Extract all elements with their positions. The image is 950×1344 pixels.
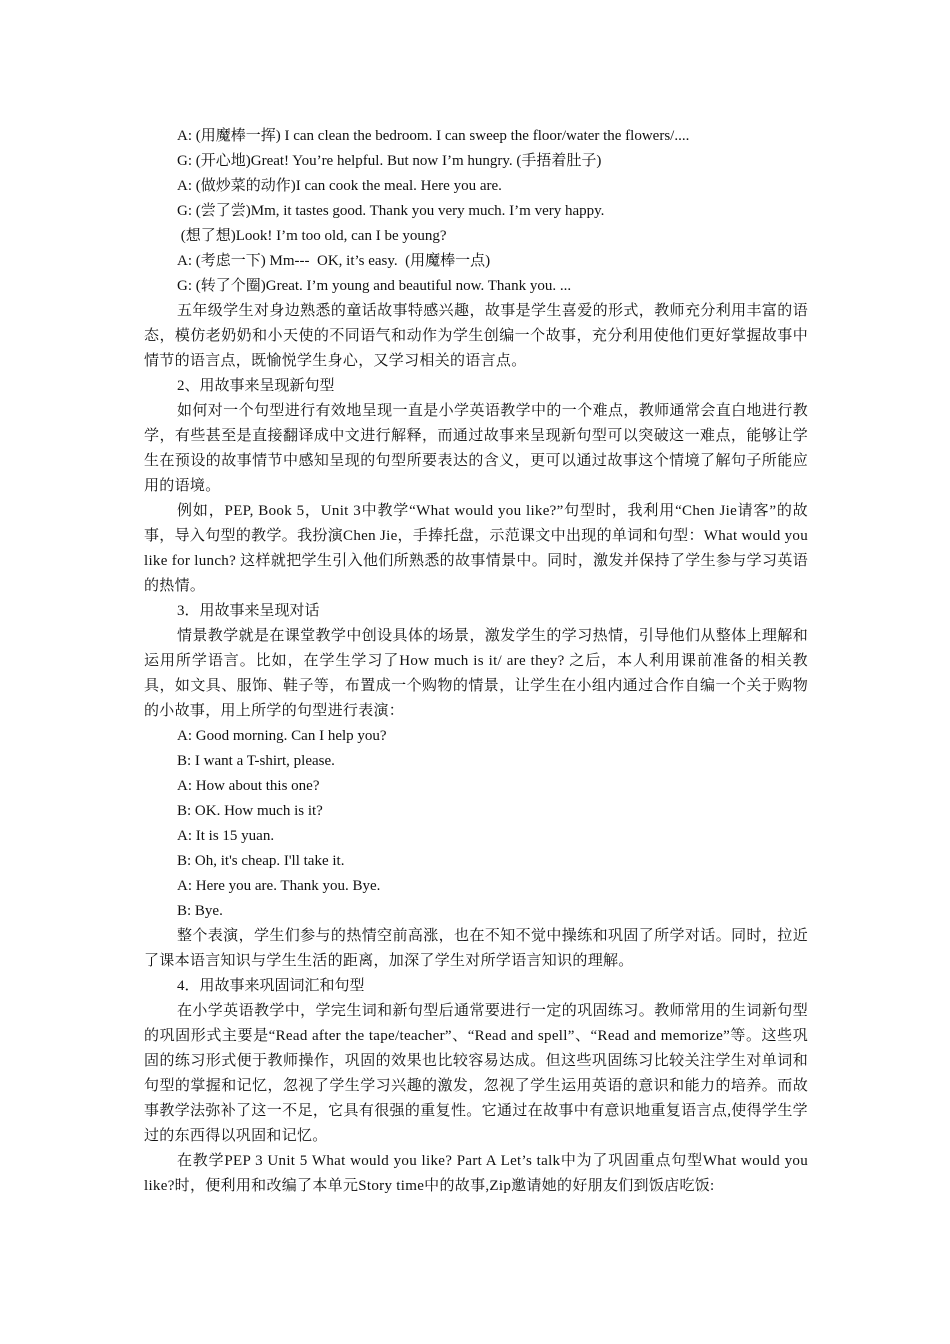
dialogue-line: G: (开心地)Great! You’re helpful. But now I’m hungry. (手捂着肚子)	[177, 153, 602, 169]
dialogue-line: A: (用魔棒一挥) I can clean the bedroom. I can sweep the floor/water the flowers/....	[177, 128, 690, 144]
section-heading-4: 4．用故事来巩固词汇和句型	[177, 978, 365, 994]
paragraph-sentence-pattern: 如何对一个句型进行有效地呈现一直是小学英语教学中的一个难点，教师通常会直白地进行教学，有些甚至是直接翻译成中文进行解释，而通过故事来呈现新句型可以突破这一难点，能够让学生在预设的故事情节中感知呈现的句型所要表达的含义，更可以通过故事这个情境了解句子所能应用的语境。	[144, 403, 808, 494]
paragraph-performance: 整个表演，学生们参与的热情空前高涨，也在不知不觉中操练和巩固了所学对话。同时，拉近了课本语言知识与学生生活的距离，加深了学生对所学语言知识的理解。	[144, 928, 808, 969]
paragraph-story-time: 在教学PEP 3 Unit 5 What would you like? Part A Let’s talk中为了巩固重点句型What would you like?时，便利用和改编了本单元Story time中的故事,Zip邀请她的好朋友们到饭店吃饭:	[144, 1153, 808, 1194]
dialogue-line: A: Here you are. Thank you. Bye.	[177, 878, 381, 894]
document-page	[144, 124, 808, 1199]
dialogue-line: G: (尝了尝)Mm, it tastes good. Thank you very much. I’m very happy.	[177, 203, 605, 219]
dialogue-line: B: I want a T-shirt, please.	[177, 753, 335, 769]
paragraph-consolidation: 在小学英语教学中，学完生词和新句型后通常要进行一定的巩固练习。教师常用的生词新句型的巩固形式主要是“Read after the tape/teacher”、“Read and spell”、“Read and memorize”等。这些巩固的练习形式便于教师操作，巩固的效果也比较容易达成。但这些巩固练习比较关注学生对单词和句型的掌握和记忆，忽视了学生学习兴趣的激发，忽视了学生运用英语的意识和能力的培养。而故事教学法弥补了这一不足，它具有很强的重复性。它通过在故事中有意识地重复语言点,使得学生学过的东西得以巩固和记忆。	[144, 1003, 808, 1144]
dialogue-line: (想了想)Look! I’m too old, can I be young?	[177, 228, 447, 244]
dialogue-line: B: Bye.	[177, 903, 223, 919]
paragraph-situational-teaching: 情景教学就是在课堂教学中创设具体的场景，激发学生的学习热情，引导他们从整体上理解和运用所学语言。比如，在学生学习了How much is it/ are they? 之后，本人利用课前准备的相关教具，如文具、服饰、鞋子等，布置成一个购物的情景，让学生在小组内通过合作自编一个关于购物的小故事，用上所学的句型进行表演：	[144, 628, 808, 719]
dialogue-line: G: (转了个圈)Great. I’m young and beautiful now. Thank you. ...	[177, 278, 572, 294]
section-heading-3: 3．用故事来呈现对话	[177, 603, 320, 619]
dialogue-line: A: It is 15 yuan.	[177, 828, 275, 844]
dialogue-line: B: Oh, it's cheap. I'll take it.	[177, 853, 345, 869]
dialogue-shopping	[144, 724, 808, 924]
dialogue-line: A: (考虑一下) Mm--- OK, it’s easy. (用魔棒一点)	[177, 253, 491, 269]
dialogue-line: A: Good morning. Can I help you?	[177, 728, 387, 744]
paragraph-example-chenjie: 例如，PEP, Book 5，Unit 3中教学“What would you like?”句型时，我利用“Chen Jie请客”的故事，导入句型的教学。我扮演Chen Jie，手捧托盘，示范课文中出现的单词和句型：What would you like for lunch? 这样就把学生引入他们所熟悉的故事情景中。同时，激发并保持了学生参与学习英语的热情。	[144, 503, 808, 594]
dialogue-line: A: How about this one?	[177, 778, 320, 794]
dialogue-line: B: OK. How much is it?	[177, 803, 323, 819]
section-heading-2: 2、用故事来呈现新句型	[177, 378, 335, 394]
dialogue-magic	[144, 124, 808, 299]
dialogue-line: A: (做炒菜的动作)I can cook the meal. Here you are.	[177, 178, 502, 194]
paragraph-fairy-tale: 五年级学生对身边熟悉的童话故事特感兴趣，故事是学生喜爱的形式，教师充分利用丰富的语态，模仿老奶奶和小天使的不同语气和动作为学生创编一个故事，充分利用使他们更好掌握故事中情节的语言点，既愉悦学生身心，又学习相关的语言点。	[144, 303, 808, 369]
